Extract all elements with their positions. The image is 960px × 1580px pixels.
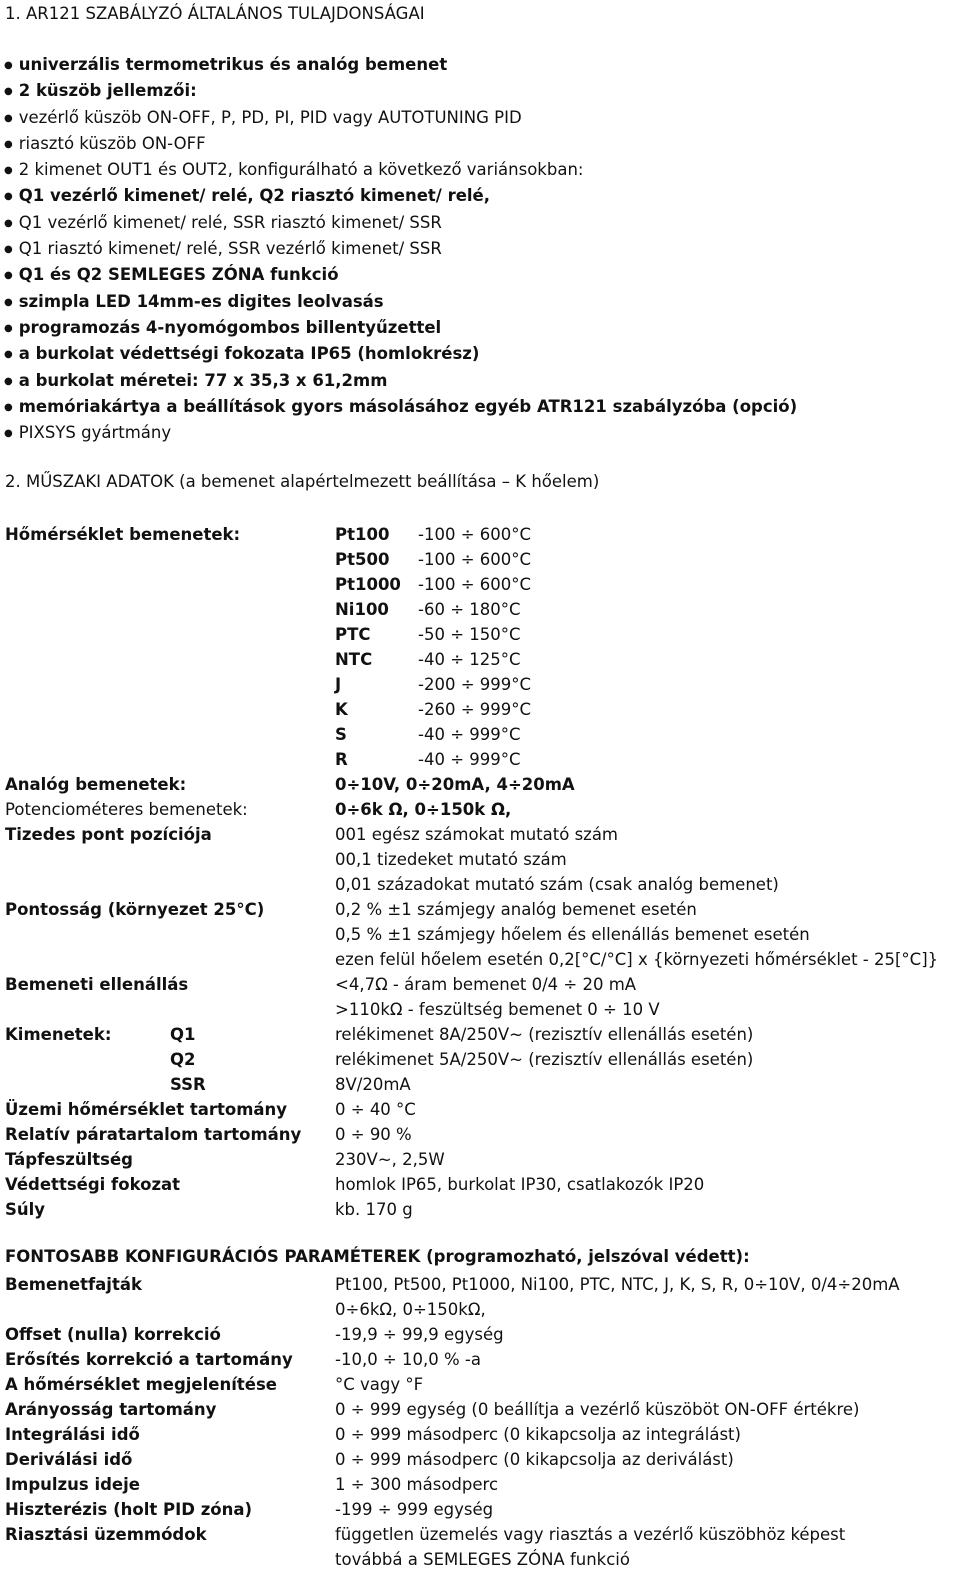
feature-text: a burkolat méretei: 77 x 35,3 x 61,2mm <box>18 370 388 390</box>
spec-value: 00,1 tizedeket mutató szám <box>335 850 567 869</box>
feature-item <box>4 289 797 315</box>
feature-text: riasztó küszöb ON-OFF <box>18 133 206 153</box>
param-value: 0 ÷ 999 másodperc (0 kikapcsolja az integrálást) <box>335 1425 741 1444</box>
param-value: 0 ÷ 999 másodperc (0 kikapcsolja az deriválást) <box>335 1450 734 1469</box>
feature-text: a burkolat védettségi fokozata IP65 (homlokrész) <box>18 344 480 364</box>
spec-value: K <box>335 700 348 719</box>
param-label: Bemenetfajták <box>5 1275 142 1294</box>
feature-item <box>4 394 797 420</box>
feature-item <box>4 315 797 341</box>
section2-title: 2. MŰSZAKI ADATOK (a bemenet alapértelmezett beállítása – K hőelem) <box>5 472 600 491</box>
spec-label: Analóg bemenetek: <box>5 775 187 794</box>
spec-value: 0,01 századokat mutató szám (csak analóg bemenet) <box>335 875 779 894</box>
param-value: -199 ÷ 999 egység <box>335 1500 494 1519</box>
param-label: Impulzus ideje <box>5 1475 140 1494</box>
feature-item <box>4 78 797 104</box>
feature-text: univerzális termometrikus és analóg bemenet <box>18 55 448 74</box>
param-value: °C vagy °F <box>335 1375 424 1394</box>
spec-label: Relatív páratartalom tartomány <box>5 1125 302 1144</box>
section1-title: 1. AR121 SZABÁLYZÓ ÁLTALÁNOS TULAJDONSÁGAI <box>5 4 425 23</box>
feature-text: 2 küszöb jellemzői: <box>18 81 197 101</box>
spec-value: Pt500 <box>335 550 390 569</box>
spec-value: PTC <box>335 625 371 644</box>
spec-value: 001 egész számokat mutató szám <box>335 825 619 844</box>
spec-value: 0÷6k Ω, 0÷150k Ω, <box>335 800 512 819</box>
param-value: -10,0 ÷ 10,0 % -a <box>335 1350 481 1369</box>
param-value: 0 ÷ 999 egység (0 beállítja a vezérlő küszöböt ON-OFF értékre) <box>335 1400 860 1419</box>
param-label: Riasztási üzemmódok <box>5 1525 207 1544</box>
spec-label: Védettségi fokozat <box>5 1175 181 1194</box>
spec-value: 230V~, 2,5W <box>335 1150 445 1169</box>
feature-text: szimpla LED 14mm-es digites leolvasás <box>18 291 384 311</box>
feature-text: 2 kimenet OUT1 és OUT2, konfigurálható a következő variánsokban: <box>18 160 584 180</box>
spec-range: -100 ÷ 600°C <box>418 525 532 544</box>
spec-value: Ni100 <box>335 600 389 619</box>
spec-range: -100 ÷ 600°C <box>418 575 532 594</box>
spec-sublabel: Q1 <box>170 1025 196 1044</box>
spec-sublabel: Q2 <box>170 1050 196 1069</box>
feature-item <box>4 420 797 446</box>
feature-item <box>4 105 797 131</box>
spec-sublabel: SSR <box>170 1075 206 1094</box>
spec-label: Pontosság (környezet 25°C) <box>5 900 265 919</box>
feature-item <box>4 183 797 209</box>
spec-value: 0,2 % ±1 számjegy analóg bemenet esetén <box>335 900 697 919</box>
param-label: A hőmérséklet megjelenítése <box>5 1375 277 1394</box>
spec-value: 0÷10V, 0÷20mA, 4÷20mA <box>335 775 575 794</box>
spec-value: Pt100 <box>335 525 390 544</box>
param-value: 0÷6kΩ, 0÷150kΩ, <box>335 1300 486 1319</box>
param-label: Deriválási idő <box>5 1450 133 1469</box>
spec-range: -40 ÷ 125°C <box>418 650 521 669</box>
feature-text: Q1 vezérlő kimenet/ relé, SSR riasztó kimenet/ SSR <box>18 212 442 232</box>
spec-value: <4,7Ω - áram bemenet 0/4 ÷ 20 mA <box>335 975 637 994</box>
param-value: Pt100, Pt500, Pt1000, Ni100, PTC, NTC, J, K, S, R, 0÷10V, 0/4÷20mA <box>335 1275 900 1294</box>
param-value: továbbá a SEMLEGES ZÓNA funkció <box>335 1550 630 1569</box>
feature-text: Q1 és Q2 SEMLEGES ZÓNA funkció <box>18 265 339 285</box>
spec-value: ezen felül hőelem esetén 0,2[°C/°C] x {környezeti hőmérséklet - 25[°C]} <box>335 950 939 969</box>
feature-item <box>4 131 797 157</box>
spec-label: Tápfeszültség <box>5 1150 133 1169</box>
spec-label: Üzemi hőmérséklet tartomány <box>5 1100 288 1119</box>
feature-text: Q1 riasztó kimenet/ relé, SSR vezérlő kimenet/ SSR <box>18 239 442 259</box>
spec-range: -60 ÷ 180°C <box>418 600 521 619</box>
feature-item <box>4 368 797 394</box>
feature-text: programozás 4-nyomógombos billentyűzettel <box>18 317 442 337</box>
spec-range: -40 ÷ 999°C <box>418 750 521 769</box>
spec-value: homlok IP65, burkolat IP30, csatlakozók IP20 <box>335 1175 705 1194</box>
feature-text: PIXSYS gyártmány <box>18 423 172 443</box>
spec-range: -40 ÷ 999°C <box>418 725 521 744</box>
spec-value: kb. 170 g <box>335 1200 413 1219</box>
section3-title: FONTOSABB KONFIGURÁCIÓS PARAMÉTEREK (programozható, jelszóval védett): <box>5 1247 750 1266</box>
feature-item <box>4 236 797 262</box>
feature-item <box>4 52 797 78</box>
param-value: független üzemelés vagy riasztás a vezérlő küszöbhöz képest <box>335 1525 846 1544</box>
features-list <box>4 52 797 446</box>
spec-value: Pt1000 <box>335 575 401 594</box>
spec-value: 8V/20mA <box>335 1075 411 1094</box>
spec-value: relékimenet 5A/250V~ (rezisztív ellenállás esetén) <box>335 1050 754 1069</box>
feature-item <box>4 157 797 183</box>
spec-value: 0 ÷ 40 °C <box>335 1100 416 1119</box>
feature-item <box>4 262 797 288</box>
feature-text: memóriakártya a beállítások gyors másolásához egyéb ATR121 szabályzóba (opció) <box>18 396 798 416</box>
param-label: Hiszterézis (holt PID zóna) <box>5 1500 253 1519</box>
param-label: Offset (nulla) korrekció <box>5 1325 221 1344</box>
spec-range: -260 ÷ 999°C <box>418 700 532 719</box>
spec-label: Bemeneti ellenállás <box>5 975 189 994</box>
spec-value: NTC <box>335 650 373 669</box>
param-label: Arányosság tartomány <box>5 1400 217 1419</box>
spec-label: Potenciométeres bemenetek: <box>5 800 248 819</box>
spec-range: -50 ÷ 150°C <box>418 625 521 644</box>
feature-item <box>4 210 797 236</box>
spec-value: relékimenet 8A/250V~ (rezisztív ellenállás esetén) <box>335 1025 754 1044</box>
spec-range: -200 ÷ 999°C <box>418 675 532 694</box>
param-label: Integrálási idő <box>5 1425 140 1444</box>
spec-label: Kimenetek: <box>5 1025 112 1044</box>
feature-item <box>4 341 797 367</box>
spec-value: 0 ÷ 90 % <box>335 1125 412 1144</box>
param-value: -19,9 ÷ 99,9 egység <box>335 1325 504 1344</box>
spec-value: S <box>335 725 347 744</box>
param-label: Erősítés korrekció a tartomány <box>5 1350 293 1369</box>
spec-value: R <box>335 750 348 769</box>
feature-text: Q1 vezérlő kimenet/ relé, Q2 riasztó kimenet/ relé, <box>18 186 491 206</box>
spec-label: Hőmérséklet bemenetek: <box>5 525 241 544</box>
spec-value: 0,5 % ±1 számjegy hőelem és ellenállás bemenet esetén <box>335 925 810 944</box>
spec-value: >110kΩ - feszültség bemenet 0 ÷ 10 V <box>335 1000 660 1019</box>
spec-value: J <box>335 675 342 694</box>
spec-range: -100 ÷ 600°C <box>418 550 532 569</box>
spec-label: Tizedes pont pozíciója <box>5 825 212 844</box>
spec-label: Súly <box>5 1200 46 1219</box>
feature-text: vezérlő küszöb ON-OFF, P, PD, PI, PID vagy AUTOTUNING PID <box>18 107 522 127</box>
param-value: 1 ÷ 300 másodperc <box>335 1475 499 1494</box>
